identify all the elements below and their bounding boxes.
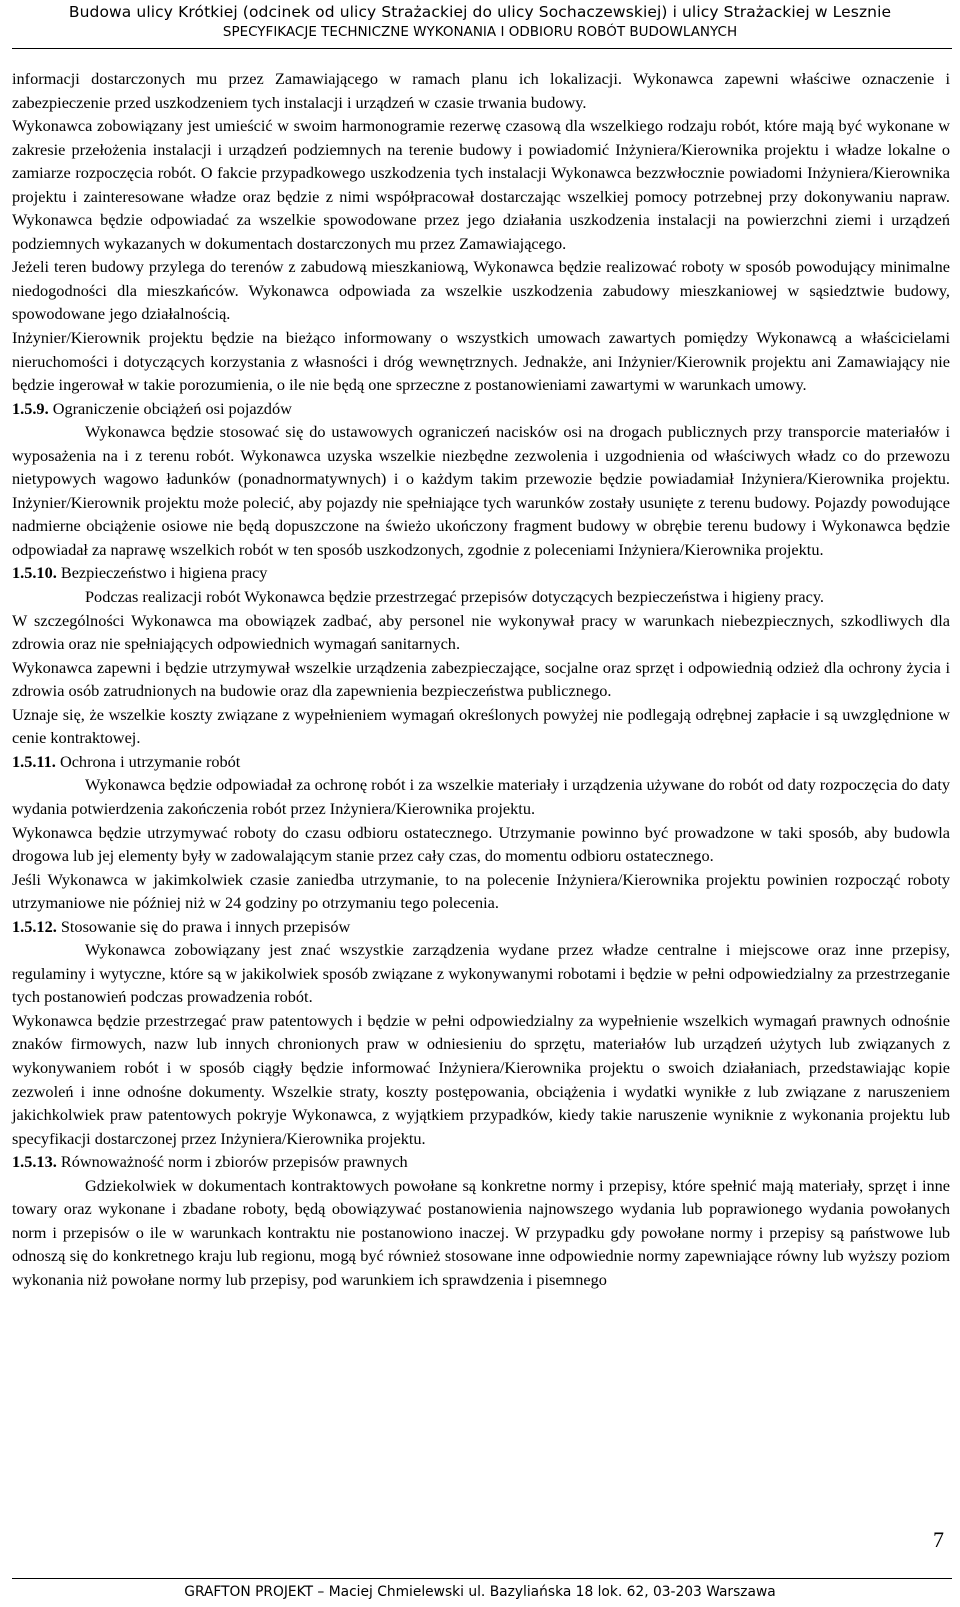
section-number: 1.5.9. xyxy=(12,398,49,418)
paragraph: informacji dostarczonych mu przez Zamawiającego w ramach planu ich lokalizacji. Wykonawca zapewni właściwe oznaczenie i zabezpieczenie przed uszkodzeniem tych instalacji i urządzeń w czasie trwania budowy. xyxy=(12,69,950,112)
section-title: Ochrona i utrzymanie robót xyxy=(55,751,241,771)
section-heading-1-5-13 xyxy=(12,1150,950,1174)
paragraph: Jeżeli teren budowy przylega do terenów z zabudową mieszkaniową, Wykonawca będzie realizować roboty w sposób powodujący minimalne niedogodności dla mieszkańców. Wykonawca odpowiada za wszelkie uszkodzenia zabudowy mieszkaniowej w sąsiedztwie budowy, spowodowane jego działalnością. xyxy=(12,257,950,324)
section-title: Równoważność norm i zbiorów przepisów prawnych xyxy=(56,1152,408,1172)
paragraph: W szczególności Wykonawca ma obowiązek zadbać, aby personel nie wykonywał pracy w warunkach niebezpiecznych, szkodliwych dla zdrowia oraz nie spełniających odpowiednich wymagań sanitarnych. xyxy=(12,610,950,654)
section-title: Stosowanie się do prawa i innych przepisów xyxy=(56,916,351,936)
document-title: Budowa ulicy Krótkiej (odcinek od ulicy Strażackiej do ulicy Sochaczewskiej) i ulicy Strażackiej w Lesznie xyxy=(68,3,892,21)
page-footer: GRAFTON PROJEKT – Maciej Chmielewski ul. Bazyliańska 18 lok. 62, 03-203 Warszawa xyxy=(184,1584,776,1600)
paragraph: Wykonawca zobowiązany jest znać wszystkie zarządzenia wydane przez władze centralne i miejscowe oraz inne przepisy, regulaminy i wytyczne, które są w jakikolwiek sposób związane z wykonywanymi robotami i będzie w pełni odpowiedzialny za przestrzeganie tych postanowień podczas prowadzenia robót. xyxy=(12,940,950,1007)
section-number: 1.5.10. xyxy=(12,563,57,583)
paragraph: Podczas realizacji robót Wykonawca będzie przestrzegać przepisów dotyczących bezpieczeństwa i higieny pracy. xyxy=(85,587,825,607)
section-heading-1-5-10 xyxy=(12,561,950,585)
header-divider xyxy=(12,48,952,49)
paragraph: Inżynier/Kierownik projektu będzie na bieżąco informowany o wszystkich umowach zawartych pomiędzy Wykonawcą a właścicielami nieruchomości i dotyczących korzystania z własności i dróg wewnętrznych. Jednakże, ani Inżynier/Kierownik projektu ani Zamawiający nie będzie ingerował w takie porozumienia, o ile nie będą one sprzeczne z postanowieniami zawartymi w warunkach umowy. xyxy=(12,328,950,395)
section-number: 1.5.12. xyxy=(12,916,57,936)
section-heading-1-5-11 xyxy=(12,750,950,774)
paragraph: Jeśli Wykonawca w jakimkolwiek czasie zaniedba utrzymanie, to na polecenie Inżyniera/Kierownika projektu powinien rozpocząć roboty utrzymaniowe nie później niż w 24 godziny po otrzymaniu tego polecenia. xyxy=(12,869,950,913)
page-number: 7 xyxy=(933,1527,944,1552)
paragraph: Uznaje się, że wszelkie koszty związane z wypełnieniem wymagań określonych powyżej nie podlegają odrębnej zapłacie i są uwzględnione w cenie kontraktowej. xyxy=(12,704,950,748)
section-number: 1.5.11. xyxy=(12,751,56,771)
section-heading-1-5-12 xyxy=(12,915,950,939)
paragraph: Gdziekolwiek w dokumentach kontraktowych powołane są konkretne normy i przepisy, które spełnić mają materiały, sprzęt i inne towary oraz wykonane i zbadane roboty, będą obowiązywać postanowienia najnowszego wydania lub poprawionego wydania powołanych norm i przepisów o ile w warunkach kontraktu nie postanowiono inaczej. W przypadku gdy powołane normy i przepisy są państwowe lub odnoszą się do konkretnego kraju lub regionu, mogą być również stosowane inne odpowiednie normy zapewniające równy lub wyższy poziom wykonania niż powołane normy lub przepisy, pod warunkiem ich sprawdzenia i pisemnego xyxy=(12,1175,950,1289)
footer-divider xyxy=(12,1578,952,1579)
paragraph: Wykonawca zapewni i będzie utrzymywał wszelkie urządzenia zabezpieczające, socjalne oraz sprzęt i odpowiednią odzież dla ochrony życia i zdrowia osób zatrudnionych na budowie oraz dla zapewnienia bezpieczeństwa publicznego. xyxy=(12,657,950,701)
document-subtitle: SPECYFIKACJE TECHNICZNE WYKONANIA I ODBIORU ROBÓT BUDOWLANYCH xyxy=(222,24,738,40)
section-heading-1-5-9 xyxy=(12,397,950,421)
section-title: Bezpieczeństwo i higiena pracy xyxy=(56,563,268,583)
paragraph: Wykonawca zobowiązany jest umieścić w swoim harmonogramie rezerwę czasową dla wszelkiego rodzaju robót, które mają być wykonane w zakresie przełożenia instalacji i urządzeń podziemnych na terenie budowy i powiadomić Inżyniera/Kierownika projektu i władze lokalne o zamiarze rozpoczęcia robót. O fakcie przypadkowego uszkodzenia tych instalacji Wykonawca bezzwłocznie powiadomi Inżyniera/Kierownika projektu i zainteresowane władze oraz będzie z nimi współpracował dostarczając wszelkiej pomocy potrzebnej przy dokonywaniu napraw. Wykonawca będzie odpowiadać za wszelkie spowodowane przez jego działania uszkodzenia instalacji na powierzchni ziemi i urządzeń podziemnych wykazanych w dokumentach dostarczonych mu przez Zamawiającego. xyxy=(12,116,950,253)
paragraph: Wykonawca będzie odpowiadał za ochronę robót i za wszelkie materiały i urządzenia używane do robót od daty rozpoczęcia do daty wydania potwierdzenia zakończenia robót przez Inżyniera/Kierownika projektu. xyxy=(12,775,950,818)
section-number: 1.5.13. xyxy=(12,1152,57,1172)
paragraph: Wykonawca będzie utrzymywać roboty do czasu odbioru ostatecznego. Utrzymanie powinno być prowadzone w taki sposób, aby budowla drogowa lub jej elementy były w zadowalającym stanie przez cały czas, do momentu odbioru ostatecznego. xyxy=(12,822,950,866)
paragraph: Wykonawca będzie przestrzegać praw patentowych i będzie w pełni odpowiedzialny za wypełnienie wszelkich wymagań prawnych odnośnie znaków firmowych, nazw lub innych chronionych praw w odniesieniu do sprzętu, materiałów lub urządzeń użytych lub związanych z wykonywaniem robót i w sposób ciągły będzie informować Inżyniera/Kierownika projektu o swoich działaniach, przedstawiając kopie zezwoleń i inne odnośne dokumenty. Wszelkie straty, koszty postępowania, obciążenia i wydatki wynikłe z lub związane z naruszeniem jakichkolwiek praw patentowych pokryje Wykonawca, z wyjątkiem przypadków, kiedy takie naruszenie wyniknie z wykonania projektu lub specyfikacji dostarczonej przez Inżyniera/Kierownika projektu. xyxy=(12,1010,950,1148)
paragraph: Wykonawca będzie stosować się do ustawowych ograniczeń nacisków osi na drogach publicznych przy transporcie materiałów i wyposażenia na i z terenu robót. Wykonawca uzyska wszelkie niezbędne zezwolenia i uzgodnienia od właściwych władz co do przewozu nietypowych wagowo ładunków (ponadnormatywnych) i o każdym takim przewozie będzie powiadamiał Inżyniera/Kierownika projektu. Inżynier/Kierownik projektu może polecić, aby pojazdy nie spełniające tych warunków zostały usunięte z terenu budowy. Pojazdy powodujące nadmierne obciążenie osiowe nie będą dopuszczone na świeżo ukończony fragment budowy w obrębie terenu budowy i Wykonawca będzie odpowiadał za naprawę wszelkich robót w ten sposób uszkodzonych, zgodnie z poleceniami Inżyniera/Kierownika projektu. xyxy=(12,422,950,559)
page-header xyxy=(0,0,960,50)
document-body xyxy=(12,67,950,1291)
section-title: Ograniczenie obciążeń osi pojazdów xyxy=(48,398,292,418)
